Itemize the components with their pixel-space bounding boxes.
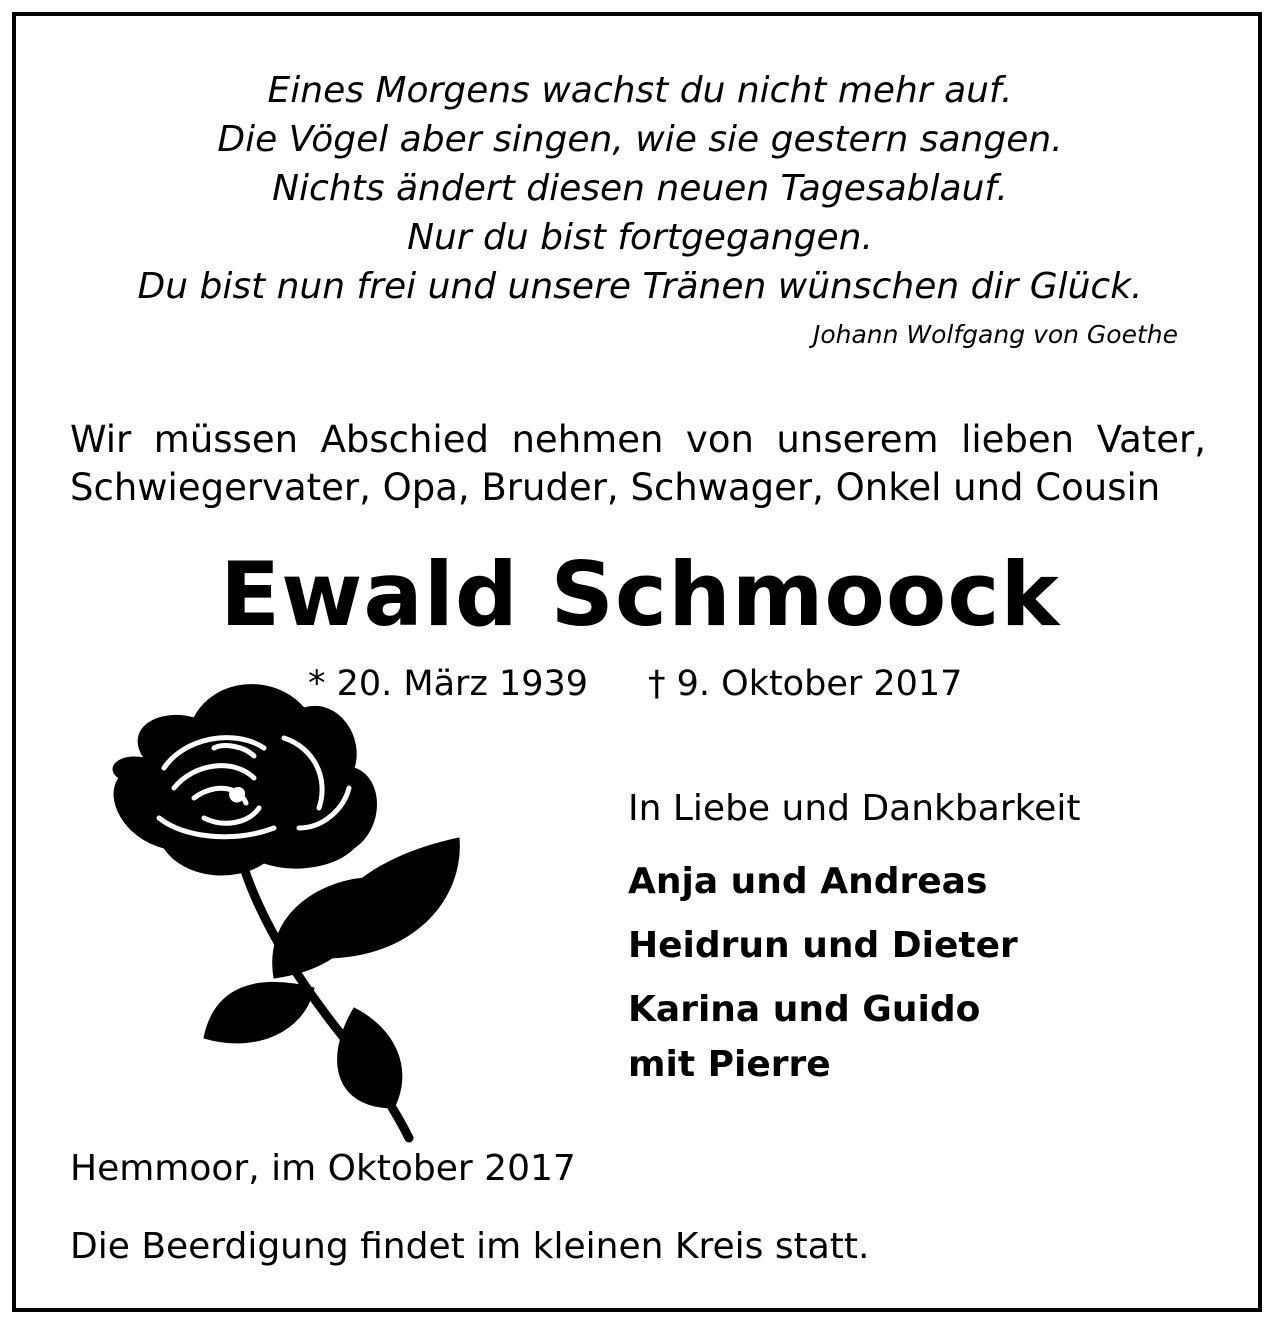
mourner-name: mit Pierre bbox=[628, 1044, 831, 1085]
mourner-names bbox=[628, 850, 1080, 1088]
mourner-name: Anja und Andreas bbox=[628, 861, 988, 902]
mourners-lead: In Liebe und Dankbarkeit bbox=[628, 788, 1081, 829]
mourner-name: Heidrun und Dieter bbox=[628, 925, 1018, 966]
birth-date: * 20. März 1939 bbox=[308, 664, 589, 704]
poem-line: Nur du bist fortgegangen. bbox=[407, 217, 873, 258]
intro-word: von bbox=[685, 418, 754, 461]
place-date: Hemmoor, im Oktober 2017 bbox=[70, 1148, 576, 1189]
intro-word: unserem bbox=[776, 418, 939, 461]
poem bbox=[0, 66, 1280, 311]
poem-line: Die Vögel aber singen, wie sie gestern sangen. bbox=[217, 119, 1063, 160]
intro-word: müssen bbox=[153, 418, 299, 461]
intro-word: nehmen bbox=[511, 418, 664, 461]
deceased-name: Ewald Schmoock bbox=[219, 543, 1061, 646]
intro-word: Abschied bbox=[320, 418, 489, 461]
mourners bbox=[628, 786, 1080, 1088]
intro-word: Vater, bbox=[1096, 418, 1206, 461]
intro-line-2: Schwiegervater, Opa, Bruder, Schwager, Onkel und Cousin bbox=[70, 466, 1161, 509]
intro-word: lieben bbox=[961, 418, 1075, 461]
poem-line: Du bist nun frei und unsere Tränen wünschen dir Glück. bbox=[137, 266, 1143, 307]
burial-note: Die Beerdigung findet im kleinen Kreis statt. bbox=[70, 1226, 870, 1267]
mourner-name: Karina und Guido bbox=[628, 989, 981, 1030]
death-date: † 9. Oktober 2017 bbox=[648, 664, 963, 704]
poem-line: Eines Morgens wachst du nicht mehr auf. bbox=[267, 70, 1013, 111]
intro-line-1 bbox=[70, 416, 1206, 464]
intro-word: Wir bbox=[70, 418, 132, 461]
poem-author: Johann Wolfgang von Goethe bbox=[812, 320, 1178, 349]
rose-icon bbox=[64, 668, 484, 1148]
intro-text bbox=[70, 416, 1206, 512]
poem-line: Nichts ändert diesen neuen Tagesablauf. bbox=[272, 168, 1008, 209]
